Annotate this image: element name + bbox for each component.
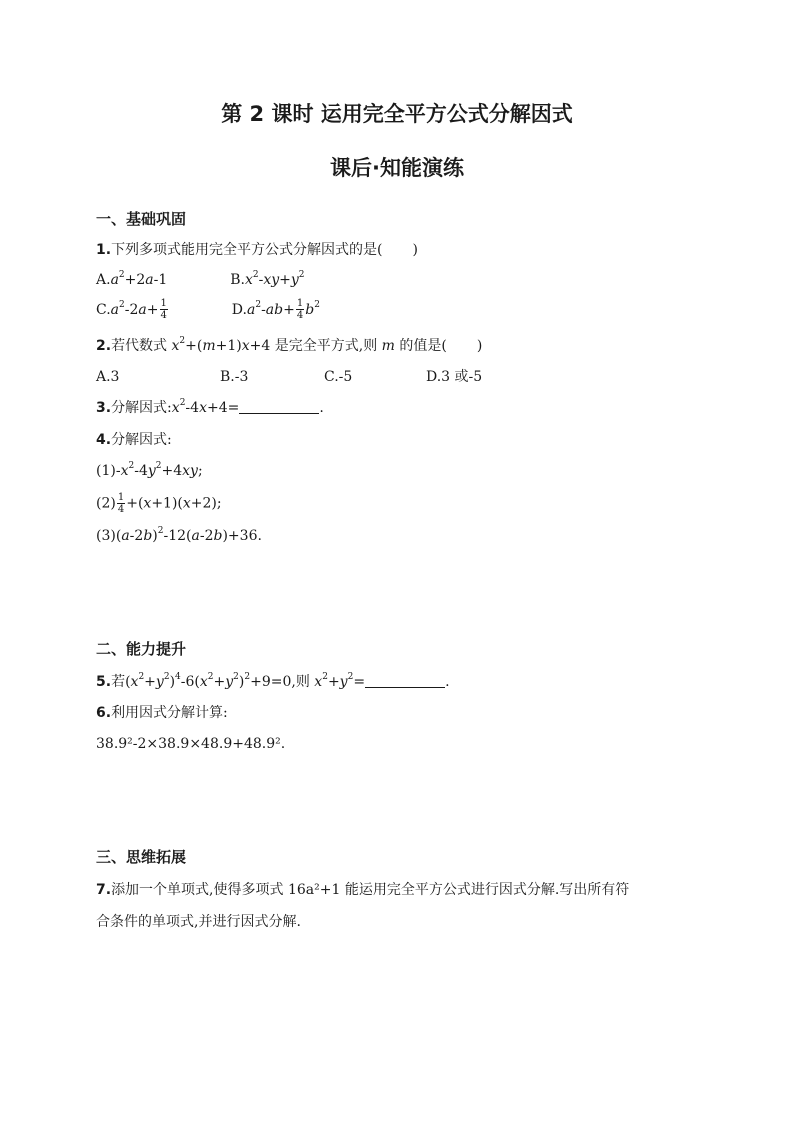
question-2-number: 2. [96, 338, 112, 354]
fraction-one-quarter: $\frac{1}{4}$ [296, 298, 304, 321]
question-7-line-1: 7.添加一个单项式,使得多项式 16a²+1 能运用完全平方公式进行因式分解.写出所有符 [96, 882, 630, 898]
question-4-part-1: $(1)-x^2-4y^2+4xy$; [96, 461, 203, 479]
fraction-one-quarter: $\frac{1}{4}$ [160, 298, 167, 321]
lesson-title: 第 2 课时 运用完全平方公式分解因式 [221, 102, 573, 126]
section-basic: 一、基础巩固 [96, 210, 187, 228]
question-1-number: 1. [96, 242, 112, 258]
question-5-number: 5. [96, 674, 112, 690]
question-4-part-2: (2) $\frac{1}{4}$ +(x+1)(x+2); [96, 492, 222, 515]
option-d[interactable]: $D.a^2-ab+$ $\frac{1}{4}$ $b^2$ [231, 298, 320, 321]
question-6-expression: 38.9²-2×38.9×48.9+48.9². [96, 736, 286, 752]
question-1-text: 下列多项式能用完全平方公式分解因式的是( [111, 242, 383, 258]
question-4-part-3: $(3)(a-2b)^2-12(a-2b)+36$. [96, 526, 262, 544]
question-6-number: 6. [96, 705, 112, 721]
option-a[interactable]: $A.a^2+2a-1$ [96, 270, 168, 288]
section-advanced: 二、能力提升 [96, 640, 187, 658]
question-2-stem: 2.若代数式 $x^2+(m+1)x+4$ 是完全平方式,则 m 的值是( ) [96, 336, 483, 354]
exercise-subtitle: 课后·知能演练 [330, 156, 464, 180]
question-2-options [96, 367, 482, 387]
question-6: 6.利用因式分解计算: [96, 705, 228, 721]
answer-blank[interactable] [365, 673, 445, 688]
question-7-number: 7. [96, 882, 112, 898]
option-a[interactable]: A.3 [96, 369, 120, 385]
question-7-line-2: 合条件的单项式,并进行因式分解. [96, 914, 301, 930]
option-c[interactable]: C.-5 [324, 369, 353, 385]
option-c[interactable]: $C.a^2-2a+$ $\frac{1}{4}$ [96, 298, 167, 321]
question-4: 4.分解因式: [96, 432, 172, 448]
question-3-number: 3. [96, 400, 112, 416]
fraction-one-quarter: $\frac{1}{4}$ [117, 492, 125, 515]
option-b[interactable]: $B.x^2-xy+y^2$ [230, 270, 305, 288]
answer-blank[interactable] [239, 399, 319, 414]
section-extension: 三、思维拓展 [96, 848, 187, 866]
question-1-options-cd [96, 298, 320, 321]
question-3: 3.分解因式$:x^2-4x+4=$ . [96, 398, 324, 416]
option-b[interactable]: B.-3 [220, 369, 249, 385]
question-5: 5.若$(x^2+y^2)^4-6(x^2+y^2)^2+9=0$,则 $x^2+y^2=$ . [96, 672, 450, 690]
option-d[interactable]: D.3 或-5 [426, 369, 483, 385]
question-1-options-ab [96, 270, 305, 290]
question-4-number: 4. [96, 432, 112, 448]
question-1-stem: 1.下列多项式能用完全平方公式分解因式的是( ) [96, 242, 418, 258]
